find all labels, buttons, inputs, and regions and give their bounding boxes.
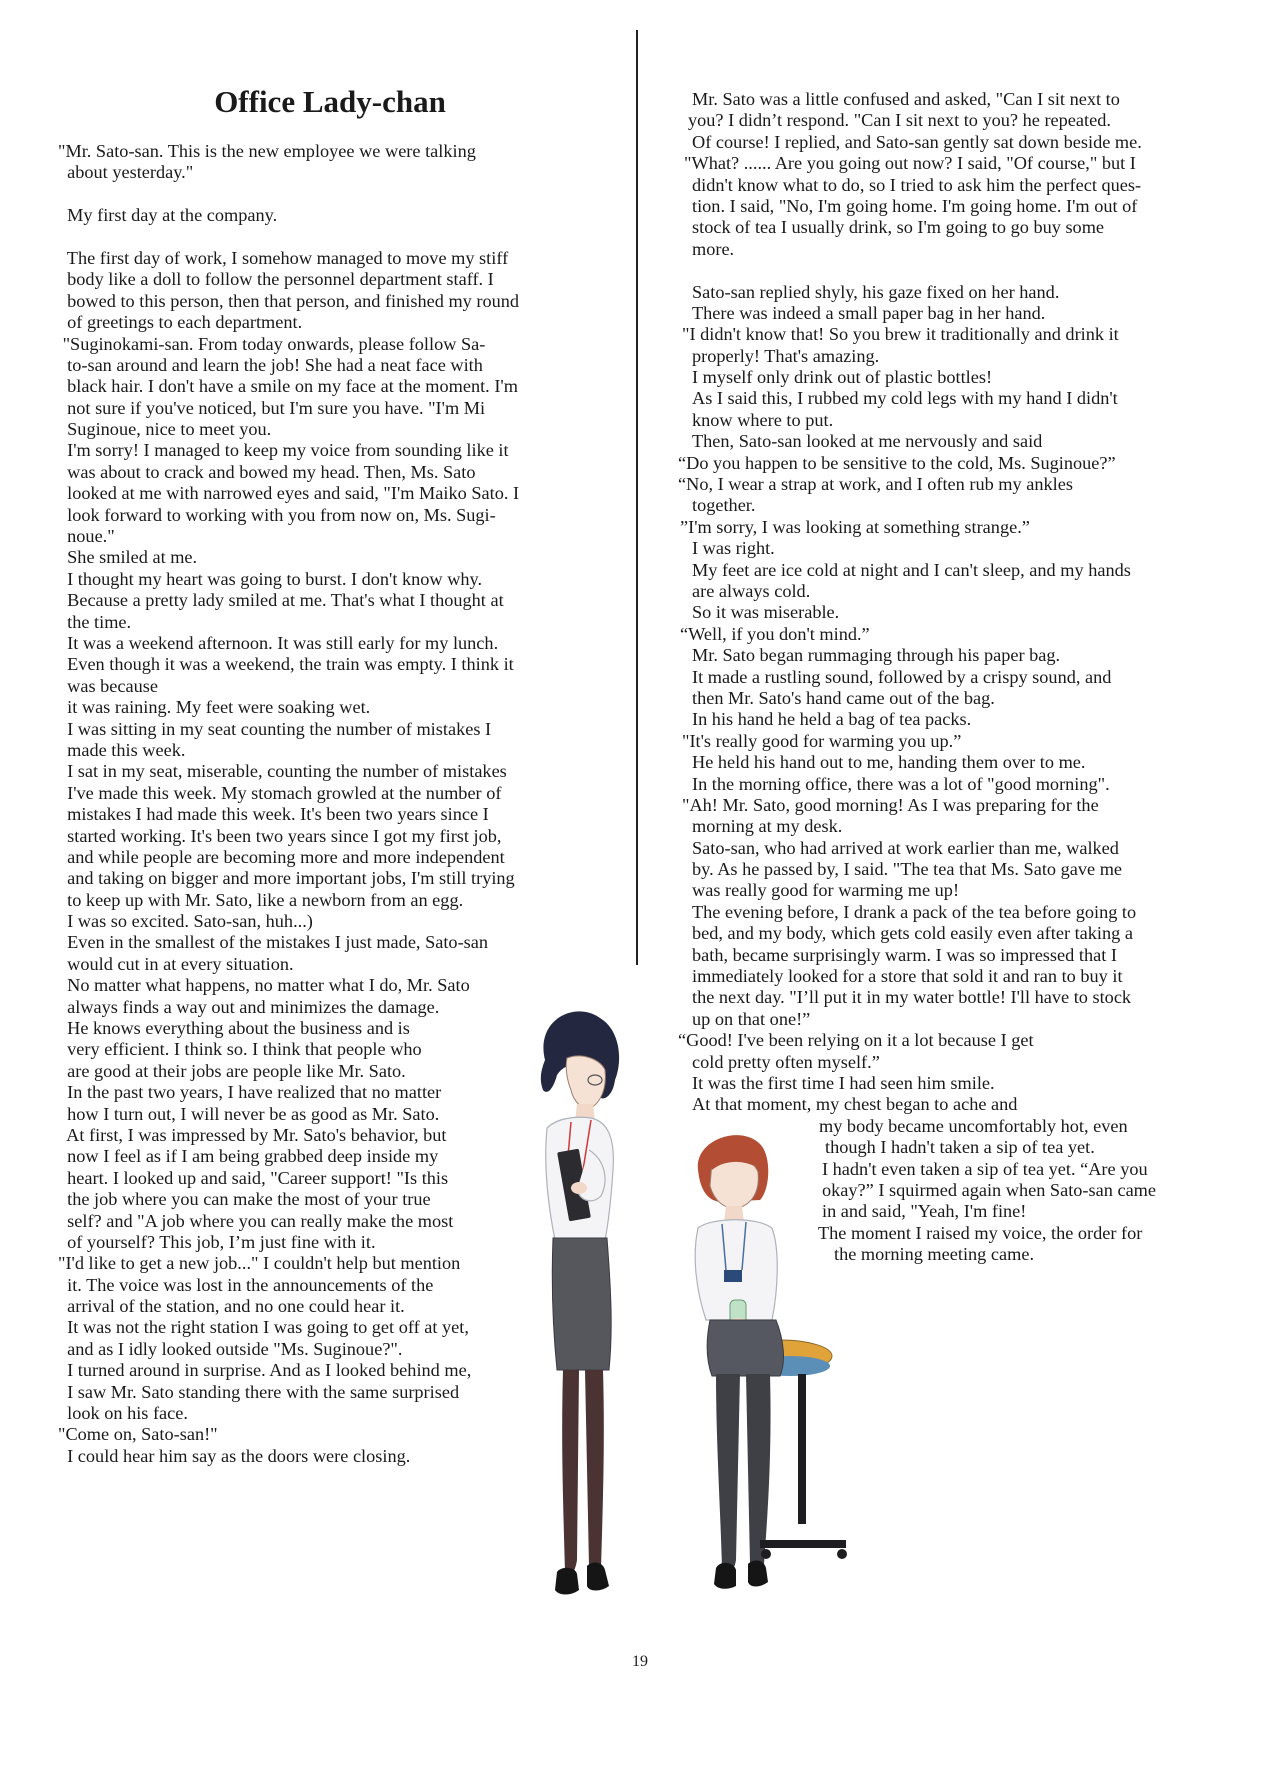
page-number: 19 <box>632 1653 648 1670</box>
text-line: It was the first time I had seen him smile. <box>692 1072 995 1093</box>
text-line: I was sitting in my seat counting the number of mistakes I <box>58 718 492 739</box>
text-line: I was so excited. Sato-san, huh...) <box>58 911 313 932</box>
text-line: bath, became surprisingly warm. I was so impressed that I <box>692 944 1117 965</box>
text-line: Even in the smallest of the mistakes I just made, Sato-san <box>58 932 489 953</box>
text-line: would cut in at every situation. <box>58 953 294 974</box>
text-line: "What? ...... Are you going out now? I said, "Of course," but I <box>684 153 1136 174</box>
text-line: you? I didn’t respond. "Can I sit next to you? he repeated. <box>688 110 1111 131</box>
text-line: “Good! I've been relying on it a lot because I get <box>678 1030 1034 1051</box>
text-line: how I turn out, I will never be as good as Mr. Sato. <box>58 1103 440 1124</box>
text-line: didn't know what to do, so I tried to ask him the perfect ques- <box>692 174 1142 195</box>
text-line: Sato-san replied shyly, his gaze fixed on her hand. <box>692 281 1060 302</box>
text-line: “Do you happen to be sensitive to the cold, Ms. Suginoue?” <box>678 452 1116 473</box>
text-line: "Mr. Sato-san. This is the new employee we were talking <box>58 141 476 161</box>
text-line <box>58 227 519 248</box>
text-line: arrival of the station, and no one could hear it. <box>58 1296 405 1317</box>
text-line <box>58 184 519 205</box>
text-line: “Well, if you don't mind.” <box>680 623 870 644</box>
text-line: was really good for warming me up! <box>692 880 960 901</box>
text-line: morning at my desk. <box>692 816 843 837</box>
text-line: At that moment, my chest began to ache and <box>692 1094 1018 1115</box>
text-line: "Come on, Sato-san!" <box>58 1424 218 1445</box>
text-line: know where to put. <box>692 409 834 430</box>
text-line: to-san around and learn the job! She had a neat face with <box>58 354 483 375</box>
text-line: heart. I looked up and said, "Career support! "Is this <box>58 1167 449 1188</box>
text-line: together. <box>692 495 756 516</box>
text-line: He held his hand out to me, handing them over to me. <box>692 752 1086 773</box>
text-line: about yesterday." <box>58 162 194 183</box>
text-line: It was not the right station I was going to get off at yet, <box>58 1317 469 1338</box>
text-line: It made a rustling sound, followed by a crispy sound, and <box>692 666 1112 687</box>
text-line: of yourself? This job, I’m just fine with it. <box>58 1231 376 1252</box>
text-line: I sat in my seat, miserable, counting the number of mistakes <box>58 761 507 782</box>
text-line: "I didn't know that! So you brew it traditionally and drink it <box>682 324 1119 345</box>
text-line: are good at their jobs are people like Mr. Sato. <box>58 1060 406 1081</box>
standing-woman-illustration <box>505 1000 655 1620</box>
left-column-text <box>58 141 519 1467</box>
text-line: look on his face. <box>58 1403 188 1424</box>
text-line: mistakes I had made this week. It's been two years since I <box>58 804 489 825</box>
text-line: made this week. <box>58 739 186 760</box>
text-line: Of course! I replied, and Sato-san gently sat down beside me. <box>692 131 1142 152</box>
text-line: The first day of work, I somehow managed to move my stiff <box>58 247 509 268</box>
text-line: Sato-san, who had arrived at work earlier than me, walked <box>692 837 1119 858</box>
text-line: stock of tea I usually drink, so I'm going to go buy some <box>692 217 1105 238</box>
text-line: immediately looked for a store that sold it and ran to buy it <box>692 966 1123 987</box>
text-line: was about to crack and bowed my head. Then, Ms. Sato <box>58 461 476 482</box>
text-line: Suginoue, nice to meet you. <box>58 419 272 440</box>
text-line: Mr. Sato began rummaging through his paper bag. <box>692 645 1061 666</box>
text-line: it was raining. My feet were soaking wet. <box>58 697 371 718</box>
text-line: the time. <box>58 611 132 632</box>
text-line: the morning meeting came. <box>834 1244 1035 1265</box>
text-line: In the past two years, I have realized that no matter <box>58 1082 442 1103</box>
text-line: bed, and my body, which gets cold easily even after taking a <box>692 923 1133 944</box>
text-line: noue." <box>58 526 115 547</box>
text-line: are always cold. <box>692 580 811 601</box>
text-line: So it was miserable. <box>692 602 840 623</box>
text-line: Then, Sato-san looked at me nervously and said <box>692 431 1043 452</box>
text-line: My feet are ice cold at night and I can't sleep, and my hands <box>692 559 1131 580</box>
text-line: look forward to working with you from now on, Ms. Sugi- <box>58 504 496 525</box>
text-line: though I hadn't taken a sip of tea yet. <box>825 1137 1095 1158</box>
text-line: looked at me with narrowed eyes and said, "I'm Maiko Sato. I <box>58 483 520 504</box>
text-line: There was indeed a small paper bag in her hand. <box>692 302 1046 323</box>
text-line: As I said this, I rubbed my cold legs with my hand I didn't <box>692 388 1118 409</box>
text-line: It was a weekend afternoon. It was still early for my lunch. <box>58 632 499 653</box>
text-line: I could hear him say as the doors were closing. <box>58 1445 411 1466</box>
text-line: the job where you can make the most of your true <box>58 1189 431 1210</box>
seated-woman-illustration <box>660 1130 860 1630</box>
text-line: I thought my heart was going to burst. I don't know why. <box>58 568 483 589</box>
text-line: up on that one!” <box>692 1008 811 1029</box>
text-line: very efficient. I think so. I think that people who <box>58 1039 422 1060</box>
text-line: I was right. <box>692 538 775 559</box>
text-line: my body became uncomfortably hot, even <box>819 1115 1128 1136</box>
text-line: Mr. Sato was a little confused and asked, "Can I sit next to <box>692 89 1120 109</box>
text-line: In the morning office, there was a lot of "good morning". <box>692 773 1110 794</box>
text-line: the next day. "I’ll put it in my water bottle! I'll have to stock <box>692 987 1132 1008</box>
text-line: My first day at the company. <box>58 205 278 226</box>
text-line: tion. I said, "No, I'm going home. I'm going home. I'm out of <box>692 195 1138 216</box>
text-line: The evening before, I drank a pack of the tea before going to <box>692 901 1137 922</box>
text-line: I've made this week. My stomach growled at the number of <box>58 782 502 803</box>
text-line: it. The voice was lost in the announcements of the <box>58 1274 434 1295</box>
text-line: bowed to this person, then that person, and finished my round <box>58 290 520 311</box>
text-line: then Mr. Sato's hand came out of the bag. <box>692 687 995 708</box>
page-title: Office Lady-chan <box>214 84 446 119</box>
text-line: No matter what happens, no matter what I do, Mr. Sato <box>58 975 470 996</box>
text-line: ”I'm sorry, I was looking at something strange.” <box>680 516 1030 537</box>
text-line: and while people are becoming more and more independent <box>58 846 505 867</box>
text-line: At first, I was impressed by Mr. Sato's behavior, but <box>58 1124 447 1145</box>
text-line: was because <box>58 675 158 696</box>
text-line: "Suginokami-san. From today onwards, please follow Sa- <box>58 333 486 354</box>
text-line: I myself only drink out of plastic bottles! <box>692 367 993 388</box>
text-line: Even though it was a weekend, the train was empty. I think it <box>58 654 514 675</box>
text-line: not sure if you've noticed, but I'm sure you have. "I'm Mi <box>58 397 486 418</box>
text-line: “No, I wear a strap at work, and I often rub my ankles <box>678 474 1073 495</box>
text-line: of greetings to each department. <box>58 312 303 333</box>
text-line: black hair. I don't have a smile on my face at the moment. I'm <box>58 376 518 397</box>
text-line: by. As he passed by, I said. "The tea that Ms. Sato gave me <box>692 859 1123 880</box>
text-line: I turned around in surprise. And as I looked behind me, <box>58 1360 472 1381</box>
text-line: She smiled at me. <box>58 547 198 568</box>
text-line: self? and "A job where you can really make the most <box>58 1210 454 1231</box>
text-line: Because a pretty lady smiled at me. That's what I thought at <box>58 590 504 611</box>
text-line: to keep up with Mr. Sato, like a newborn from an egg. <box>58 889 464 910</box>
text-line: properly! That's amazing. <box>692 345 880 366</box>
text-line: The moment I raised my voice, the order for <box>818 1222 1143 1243</box>
text-line: "Ah! Mr. Sato, good morning! As I was preparing for the <box>682 794 1099 815</box>
text-line: He knows everything about the business and is <box>58 1018 410 1039</box>
text-line: always finds a way out and minimizes the damage. <box>58 996 440 1017</box>
text-line: and taking on bigger and more important jobs, I'm still trying <box>58 868 515 889</box>
text-line: more. <box>692 238 735 259</box>
text-line: "It's really good for warming you up.” <box>682 730 962 751</box>
text-line: "I'd like to get a new job..." I couldn't help but mention <box>58 1253 461 1274</box>
column-divider <box>636 30 638 965</box>
text-line: and as I idly looked outside "Ms. Suginoue?". <box>58 1338 403 1359</box>
text-line: I saw Mr. Sato standing there with the same surprised <box>58 1381 460 1402</box>
text-line: now I feel as if I am being grabbed deep inside my <box>58 1146 439 1167</box>
text-line: in and said, "Yeah, I'm fine! <box>822 1201 1027 1222</box>
text-line: cold pretty often myself.” <box>692 1051 880 1072</box>
text-line: body like a doll to follow the personnel department staff. I <box>58 269 494 290</box>
text-line <box>692 260 1156 281</box>
text-line: I'm sorry! I managed to keep my voice from sounding like it <box>58 440 509 461</box>
text-line: I hadn't even taken a sip of tea yet. “Are you <box>822 1158 1148 1179</box>
text-line: started working. It's been two years since I got my first job, <box>58 825 502 846</box>
text-line: okay?” I squirmed again when Sato-san came <box>822 1179 1157 1200</box>
text-line: In his hand he held a bag of tea packs. <box>692 709 972 730</box>
right-column-text <box>678 89 1157 1265</box>
